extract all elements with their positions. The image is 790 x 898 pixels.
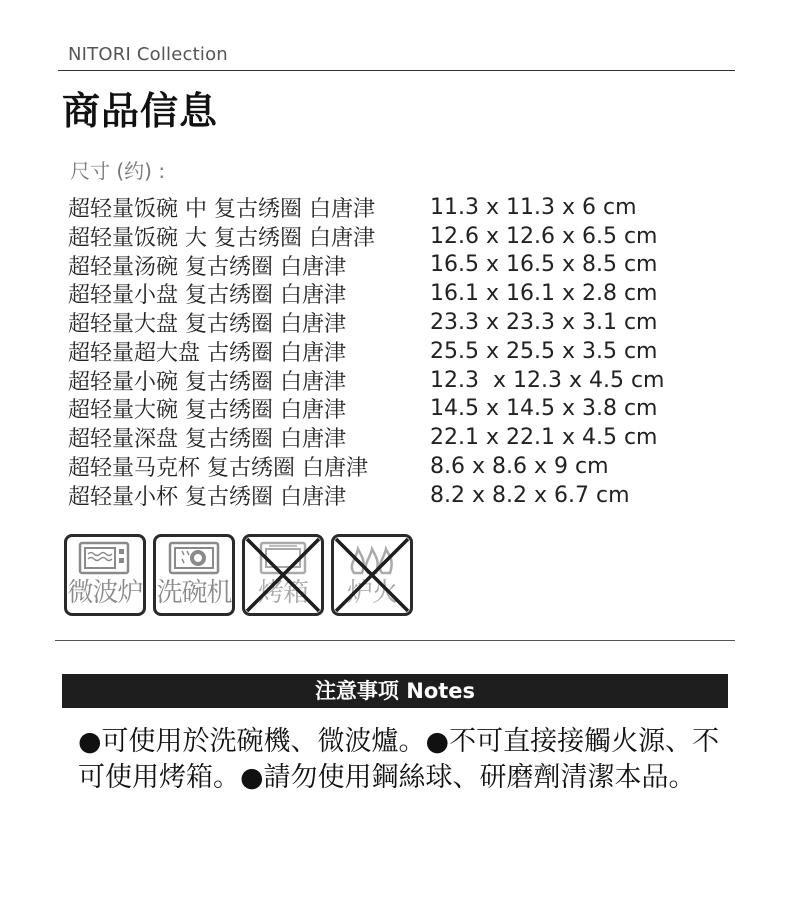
usage-icons — [64, 534, 413, 616]
spec-dimensions: 14.5 x 14.5 x 3.8 cm — [430, 396, 658, 422]
notes-heading: 注意事项 Notes — [62, 674, 728, 708]
spec-dimensions: 12.6 x 12.6 x 6.5 cm — [430, 223, 658, 249]
spec-dimensions: 12.3 x 12.3 x 4.5 cm — [430, 367, 665, 393]
prohibited-cross-icon — [334, 537, 410, 613]
spec-name: 超轻量小碗 复古绣圈 白唐津 — [68, 369, 346, 395]
top-divider — [58, 70, 735, 71]
spec-row — [68, 279, 708, 308]
spec-dimensions: 11.3 x 11.3 x 6 cm — [430, 194, 637, 220]
spec-name: 超轻量小杯 复古绣圈 白唐津 — [68, 484, 346, 510]
brand-name: NITORI Collection — [68, 44, 228, 65]
oven-prohibited-badge — [242, 534, 324, 616]
spec-row — [68, 337, 708, 366]
spec-dimensions: 16.1 x 16.1 x 2.8 cm — [430, 281, 658, 307]
spec-row — [68, 251, 708, 280]
spec-name: 超轻量饭碗 大 复古绣圈 白唐津 — [68, 225, 375, 251]
flame-prohibited-badge — [331, 534, 413, 616]
spec-row — [68, 193, 708, 222]
spec-name: 超轻量超大盘 古绣圈 白唐津 — [68, 340, 346, 366]
spec-row — [68, 395, 708, 424]
spec-name: 超轻量深盘 复古绣圈 白唐津 — [68, 427, 346, 453]
spec-name: 超轻量大盘 复古绣圈 白唐津 — [68, 312, 346, 338]
spec-dimensions: 16.5 x 16.5 x 8.5 cm — [430, 252, 658, 278]
spec-dimensions: 8.2 x 8.2 x 6.7 cm — [430, 482, 630, 508]
spec-name: 超轻量汤碗 复古绣圈 白唐津 — [68, 254, 346, 280]
spec-row — [68, 481, 708, 510]
spec-name: 超轻量马克杯 复古绣圈 白唐津 — [68, 456, 368, 482]
prohibited-cross-icon — [245, 537, 321, 613]
spec-row — [68, 452, 708, 481]
spec-dimensions: 22.1 x 22.1 x 4.5 cm — [430, 425, 658, 451]
spec-list — [68, 193, 708, 510]
icon-label: 洗碗机 — [156, 578, 232, 608]
spec-name: 超轻量饭碗 中 复古绣圈 白唐津 — [68, 196, 375, 222]
spec-row — [68, 366, 708, 395]
dishwasher-safe-badge — [153, 534, 235, 616]
spec-dimensions: 8.6 x 8.6 x 9 cm — [430, 454, 609, 480]
page-title: 商品信息 — [62, 89, 219, 133]
icon-label: 微波炉 — [67, 578, 143, 608]
icon-label: 烤箱 — [257, 578, 308, 608]
spec-row — [68, 308, 708, 337]
size-label: 尺寸 (约) : — [70, 159, 166, 183]
spec-row — [68, 222, 708, 251]
spec-name: 超轻量小盘 复古绣圈 白唐津 — [68, 283, 346, 309]
notes-text: ●可使用於洗碗機、微波爐。●不可直接接觸火源、不可使用烤箱。●請勿使用鋼絲球、研磨劑清潔本品。 — [78, 726, 720, 793]
spec-dimensions: 23.3 x 23.3 x 3.1 cm — [430, 310, 658, 336]
spec-name: 超轻量大碗 复古绣圈 白唐津 — [68, 398, 346, 424]
section-divider — [55, 640, 735, 641]
microwave-safe-badge — [64, 534, 146, 616]
icon-label: 炉火 — [346, 578, 397, 608]
spec-dimensions: 25.5 x 25.5 x 3.5 cm — [430, 338, 658, 364]
spec-row — [68, 423, 708, 452]
